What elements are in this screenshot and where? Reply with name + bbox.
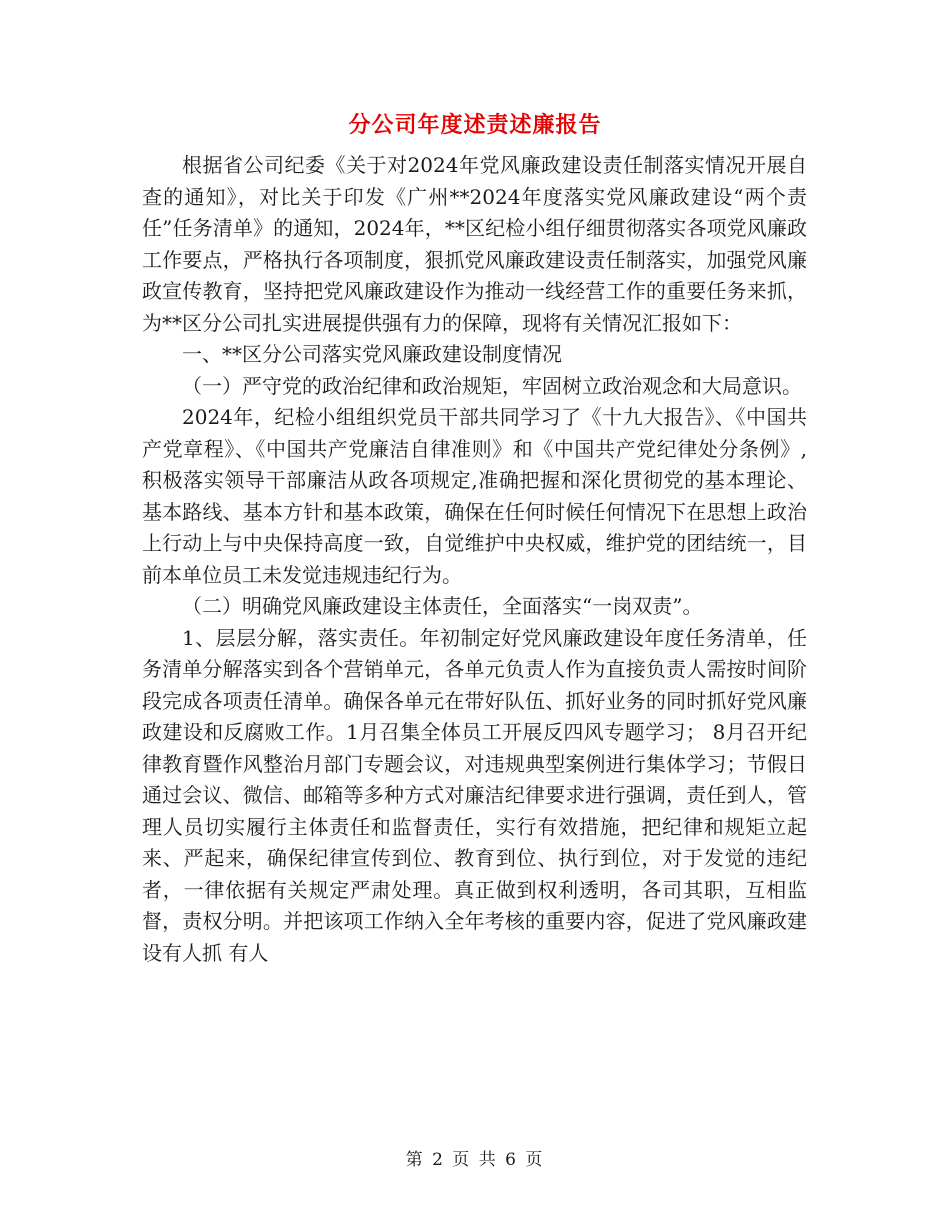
document-body: [142, 150, 807, 969]
paragraph-intro: 根据省公司纪委《关于对2024年党风廉政建设责任制落实情况开展自查的通知》，对比关于印发《广州**2024年度落实党风廉政建设“两个责任”任务清单》的通知，2024年，**区纪检小组仔细贯彻落实各项党风廉政工作要点，严格执行各项制度，狠抓党风廉政建设责任制落实，加强党风廉政宣传教育，坚持把党风廉政建设作为推动一线经营工作的重要任务来抓，为**区分公司扎实进展提供强有力的保障，现将有关情况汇报如下：: [142, 153, 807, 335]
heading-subsection-2: （二）明确党风廉政建设主体责任，全面落实“一岗双责”。: [182, 594, 703, 618]
paragraph-study: 2024年，纪检小组组织党员干部共同学习了《十九大报告》、《中国共产党章程》、《中国共产党廉洁自律准则》和《中国共产党纪律处分条例》,积极落实领导干部廉洁从政各项规定,准确把握和深化贯彻党的基本理论、基本路线、基本方针和基本政策，确保在任何时候任何情况下在思想上政治上行动上与中央保持高度一致，自觉维护中央权威，维护党的团结统一，目前本单位员工未发觉违规违纪行为。: [142, 405, 807, 587]
heading-section-1: 一、**区分公司落实党风廉政建设制度情况: [182, 342, 562, 366]
paragraph-responsibility: 1、层层分解，落实责任。年初制定好党风廉政建设年度任务清单，任务清单分解落实到各个营销单元，各单元负责人作为直接负责人需按时间阶段完成各项责任清单。确保各单元在带好队伍、抓好业务的同时抓好党风廉政建设和反腐败工作。1月召集全体员工开展反四风专题学习； 8月召开纪律教育暨作风整治月部门专题会议，对违规典型案例进行集体学习；节假日通过会议、微信、邮箱等多种方式对廉洁纪律要求进行强调，责任到人，管理人员切实履行主体责任和监督责任，实行有效措施，把纪律和规矩立起来、严起来，确保纪律宣传到位、教育到位、执行到位，对于发觉的违纪者，一律依据有关规定严肃处理。真正做到权利透明，各司其职，互相监督，责权分明。并把该项工作纳入全年考核的重要内容，促进了党风廉政建设有人抓 有人: [142, 625, 807, 965]
document-title: 分公司年度述责述廉报告: [348, 112, 602, 138]
page-number: 第 2 页 共 6 页: [405, 1150, 545, 1170]
heading-subsection-1: （一）严守党的政治纪律和政治规矩，牢固树立政治观念和大局意识。: [182, 373, 802, 398]
